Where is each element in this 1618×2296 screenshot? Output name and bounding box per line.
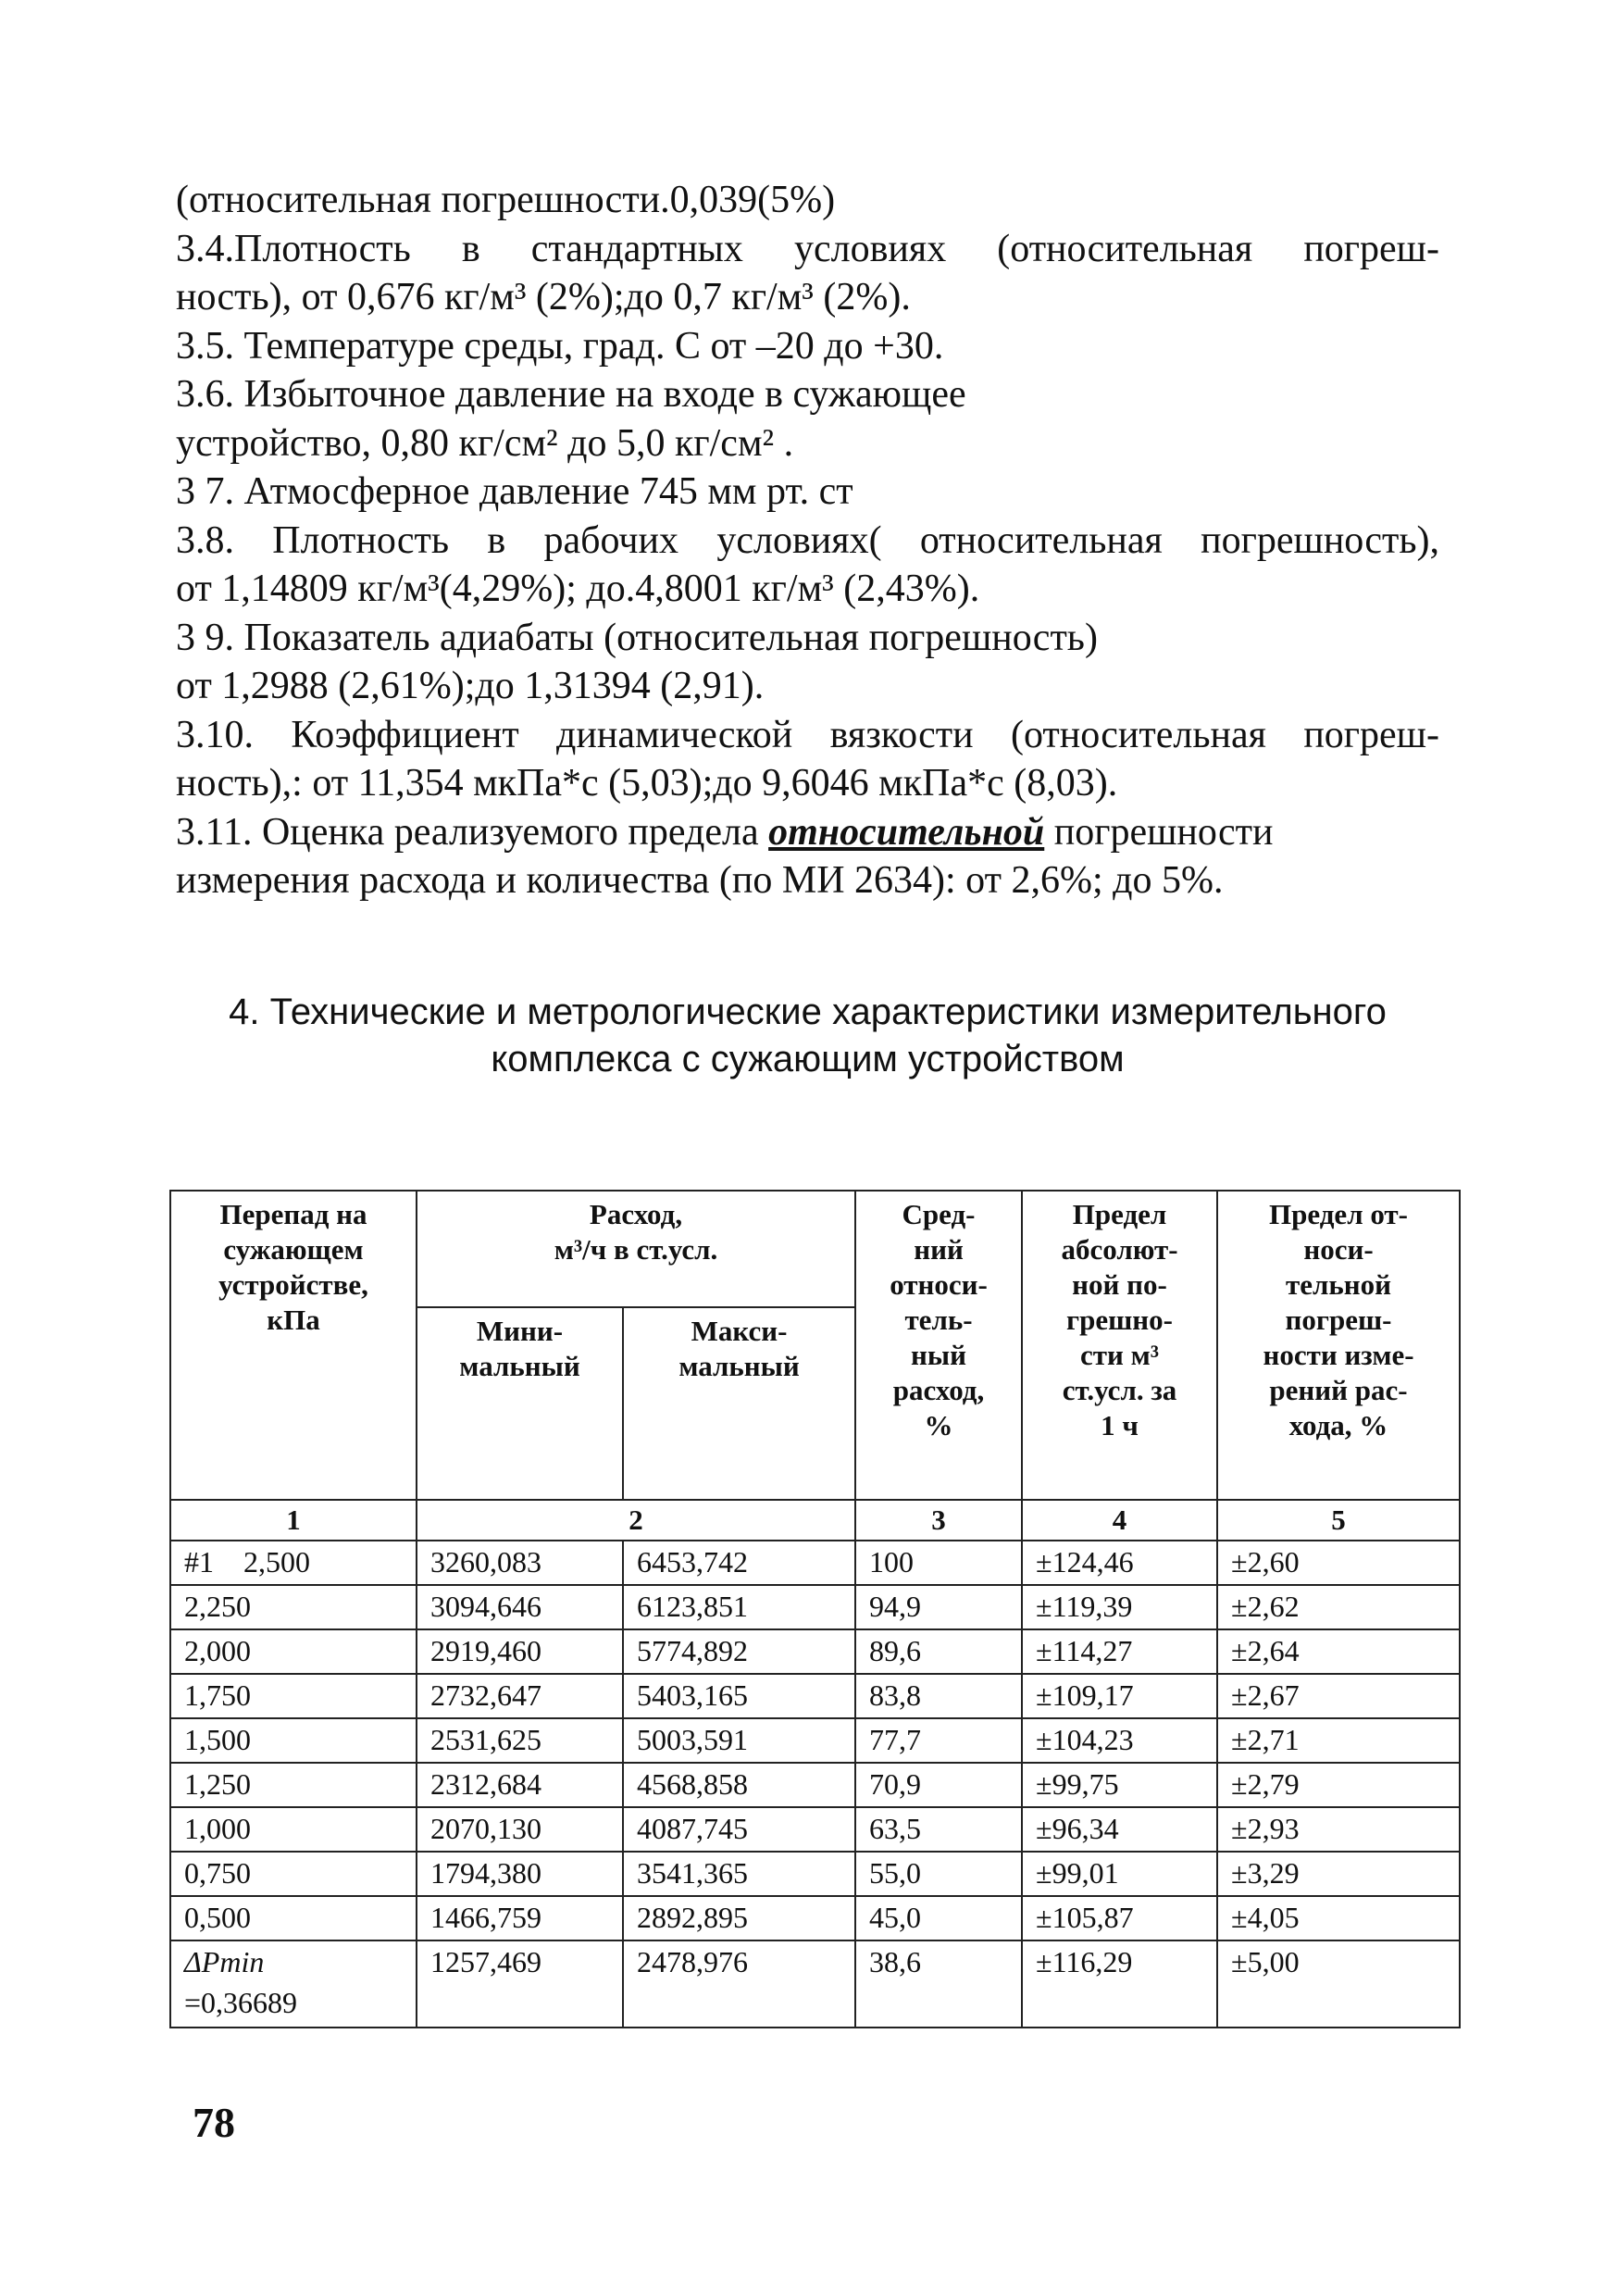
cell-flow-min: 3260,083 bbox=[417, 1541, 623, 1585]
header-relative-error: Предел от- носи- тельной погреш- ности изме- рений рас- хода, % bbox=[1217, 1191, 1460, 1500]
cell-avg-flow: 77,7 bbox=[855, 1718, 1022, 1763]
cell-flow-min: 1466,759 bbox=[417, 1896, 623, 1940]
table-row bbox=[170, 1896, 1460, 1940]
cell-rel-error: ±2,93 bbox=[1217, 1807, 1460, 1852]
text-paragraphs bbox=[176, 176, 1439, 905]
cell-abs-error: ±105,87 bbox=[1022, 1896, 1217, 1940]
cell-rel-error: ±2,60 bbox=[1217, 1541, 1460, 1585]
column-number: 2 bbox=[417, 1500, 855, 1541]
text-line: 3.6. Избыточное давление на входе в сужающее bbox=[176, 373, 966, 416]
cell-abs-error: ±116,29 bbox=[1022, 1940, 1217, 2028]
cell-abs-error: ±99,75 bbox=[1022, 1763, 1217, 1807]
text-line: 3.8. Плотность в рабочих условиях( относительная погрешность), bbox=[176, 518, 1439, 562]
text-line: устройство, 0,80 кг/см² до 5,0 кг/см² . bbox=[176, 421, 794, 465]
cell-avg-flow: 89,6 bbox=[855, 1629, 1022, 1674]
header-avg-relative-flow: Сред- ний относи- тель- ный расход, % bbox=[855, 1191, 1022, 1500]
cell-abs-error: ±99,01 bbox=[1022, 1852, 1217, 1896]
cell-pressure-drop: 2,250 bbox=[170, 1585, 417, 1629]
cell-abs-error: ±96,34 bbox=[1022, 1807, 1217, 1852]
cell-abs-error: ±124,46 bbox=[1022, 1541, 1217, 1585]
cell-avg-flow: 38,6 bbox=[855, 1940, 1022, 2028]
cell-flow-min: 2919,460 bbox=[417, 1629, 623, 1674]
text-line: 3 9. Показатель адиабаты (относительная погрешность) bbox=[176, 616, 1098, 659]
text-line bbox=[176, 808, 1439, 857]
cell-abs-error: ±109,17 bbox=[1022, 1674, 1217, 1718]
cell-avg-flow: 94,9 bbox=[855, 1585, 1022, 1629]
cell-avg-flow: 70,9 bbox=[855, 1763, 1022, 1807]
heading-line: 4. Технические и метрологические характеристики измерительного bbox=[229, 992, 1387, 1032]
cell-avg-flow: 83,8 bbox=[855, 1674, 1022, 1718]
column-number-row bbox=[170, 1500, 1460, 1541]
text-line: (относительная погрешности.0,039(5%) bbox=[176, 179, 836, 221]
cell-rel-error: ±5,00 bbox=[1217, 1940, 1460, 2028]
characteristics-table bbox=[169, 1190, 1461, 2028]
cell-flow-max: 4568,858 bbox=[623, 1763, 855, 1807]
cell-abs-error: ±119,39 bbox=[1022, 1585, 1217, 1629]
cell-flow-max: 5774,892 bbox=[623, 1629, 855, 1674]
section-heading bbox=[176, 989, 1439, 1083]
cell-flow-max: 2478,976 bbox=[623, 1940, 855, 2028]
cell-flow-max: 3541,365 bbox=[623, 1852, 855, 1896]
cell-avg-flow: 63,5 bbox=[855, 1807, 1022, 1852]
cell-flow-min: 3094,646 bbox=[417, 1585, 623, 1629]
page-number: 78 bbox=[193, 2099, 235, 2146]
cell-pressure-drop: 0,500 bbox=[170, 1896, 417, 1940]
text-line: ность),: от 11,354 мкПа*с (5,03);до 9,6046 мкПа*с (8,03). bbox=[176, 762, 1118, 805]
header-flow-group: Расход, м³/ч в ст.усл. bbox=[417, 1191, 855, 1307]
text-line: 3.5. Температуре среды, град. С от –20 до +30. bbox=[176, 324, 944, 368]
table-row bbox=[170, 1852, 1460, 1896]
cell-flow-min: 1794,380 bbox=[417, 1852, 623, 1896]
table-row bbox=[170, 1585, 1460, 1629]
cell-flow-max: 5403,165 bbox=[623, 1674, 855, 1718]
cell-rel-error: ±3,29 bbox=[1217, 1852, 1460, 1896]
cell-rel-error: ±4,05 bbox=[1217, 1896, 1460, 1940]
cell-rel-error: ±2,67 bbox=[1217, 1674, 1460, 1718]
table-row bbox=[170, 1807, 1460, 1852]
text-line: измерения расхода и количества (по МИ 2634): от 2,6%; до 5%. bbox=[176, 859, 1224, 902]
text-line: 3 7. Атмосферное давление 745 мм рт. ст bbox=[176, 470, 853, 513]
text-fragment: 3.11. Оценка реализуемого предела bbox=[176, 810, 769, 854]
cell-rel-error: ±2,79 bbox=[1217, 1763, 1460, 1807]
cell-pressure-drop: 1,500 bbox=[170, 1718, 417, 1763]
cell-pressure-drop: ΔPmin =0,36689 bbox=[170, 1940, 417, 2028]
cell-flow-max: 6453,742 bbox=[623, 1541, 855, 1585]
cell-pressure-drop: 2,000 bbox=[170, 1629, 417, 1674]
text-fragment: погрешности bbox=[1044, 810, 1274, 854]
cell-flow-min: 2312,684 bbox=[417, 1763, 623, 1807]
emphasized-word: относительной bbox=[768, 810, 1045, 854]
header-absolute-error: Предел абсолют- ной по- грешно- сти м³ ст.усл. за 1 ч bbox=[1022, 1191, 1217, 1500]
cell-abs-error: ±104,23 bbox=[1022, 1718, 1217, 1763]
table-row bbox=[170, 1674, 1460, 1718]
header-pressure-drop: Перепад на сужающем устройстве, кПа bbox=[170, 1191, 417, 1500]
cell-avg-flow: 100 bbox=[855, 1541, 1022, 1585]
column-number: 4 bbox=[1022, 1500, 1217, 1541]
cell-pressure-drop: 1,000 bbox=[170, 1807, 417, 1852]
cell-flow-max: 5003,591 bbox=[623, 1718, 855, 1763]
table-row bbox=[170, 1763, 1460, 1807]
table-row bbox=[170, 1940, 1460, 2028]
cell-flow-max: 6123,851 bbox=[623, 1585, 855, 1629]
cell-abs-error: ±114,27 bbox=[1022, 1629, 1217, 1674]
column-number: 5 bbox=[1217, 1500, 1460, 1541]
cell-rel-error: ±2,64 bbox=[1217, 1629, 1460, 1674]
cell-pressure-drop: 1,250 bbox=[170, 1763, 417, 1807]
text-line: от 1,14809 кг/м³(4,29%); до.4,8001 кг/м³ (2,43%). bbox=[176, 568, 980, 610]
column-number: 3 bbox=[855, 1500, 1022, 1541]
header-flow-min: Мини- мальный bbox=[417, 1307, 623, 1500]
table-row bbox=[170, 1629, 1460, 1674]
cell-avg-flow: 55,0 bbox=[855, 1852, 1022, 1896]
cell-flow-min: 2732,647 bbox=[417, 1674, 623, 1718]
cell-rel-error: ±2,62 bbox=[1217, 1585, 1460, 1629]
text-line: 3.4.Плотность в стандартных условиях (относительная погреш- bbox=[176, 227, 1439, 270]
text-line: ность), от 0,676 кг/м³ (2%);до 0,7 кг/м³ (2%). bbox=[176, 276, 911, 318]
column-number: 1 bbox=[170, 1500, 417, 1541]
heading-line: комплекса с сужающим устройством bbox=[491, 1039, 1125, 1079]
cell-avg-flow: 45,0 bbox=[855, 1896, 1022, 1940]
cell-pressure-drop: 0,750 bbox=[170, 1852, 417, 1896]
header-flow-max: Макси- мальный bbox=[623, 1307, 855, 1500]
table-row bbox=[170, 1718, 1460, 1763]
text-line: от 1,2988 (2,61%);до 1,31394 (2,91). bbox=[176, 665, 765, 707]
cell-flow-min: 2531,625 bbox=[417, 1718, 623, 1763]
cell-pressure-drop: 1,750 bbox=[170, 1674, 417, 1718]
cell-flow-max: 4087,745 bbox=[623, 1807, 855, 1852]
cell-flow-max: 2892,895 bbox=[623, 1896, 855, 1940]
text-line: 3.10. Коэффициент динамической вязкости (относительная погреш- bbox=[176, 713, 1439, 756]
cell-flow-min: 2070,130 bbox=[417, 1807, 623, 1852]
table-row bbox=[170, 1541, 1460, 1585]
cell-rel-error: ±2,71 bbox=[1217, 1718, 1460, 1763]
cell-flow-min: 1257,469 bbox=[417, 1940, 623, 2028]
cell-pressure-drop: #1 2,500 bbox=[170, 1541, 417, 1585]
